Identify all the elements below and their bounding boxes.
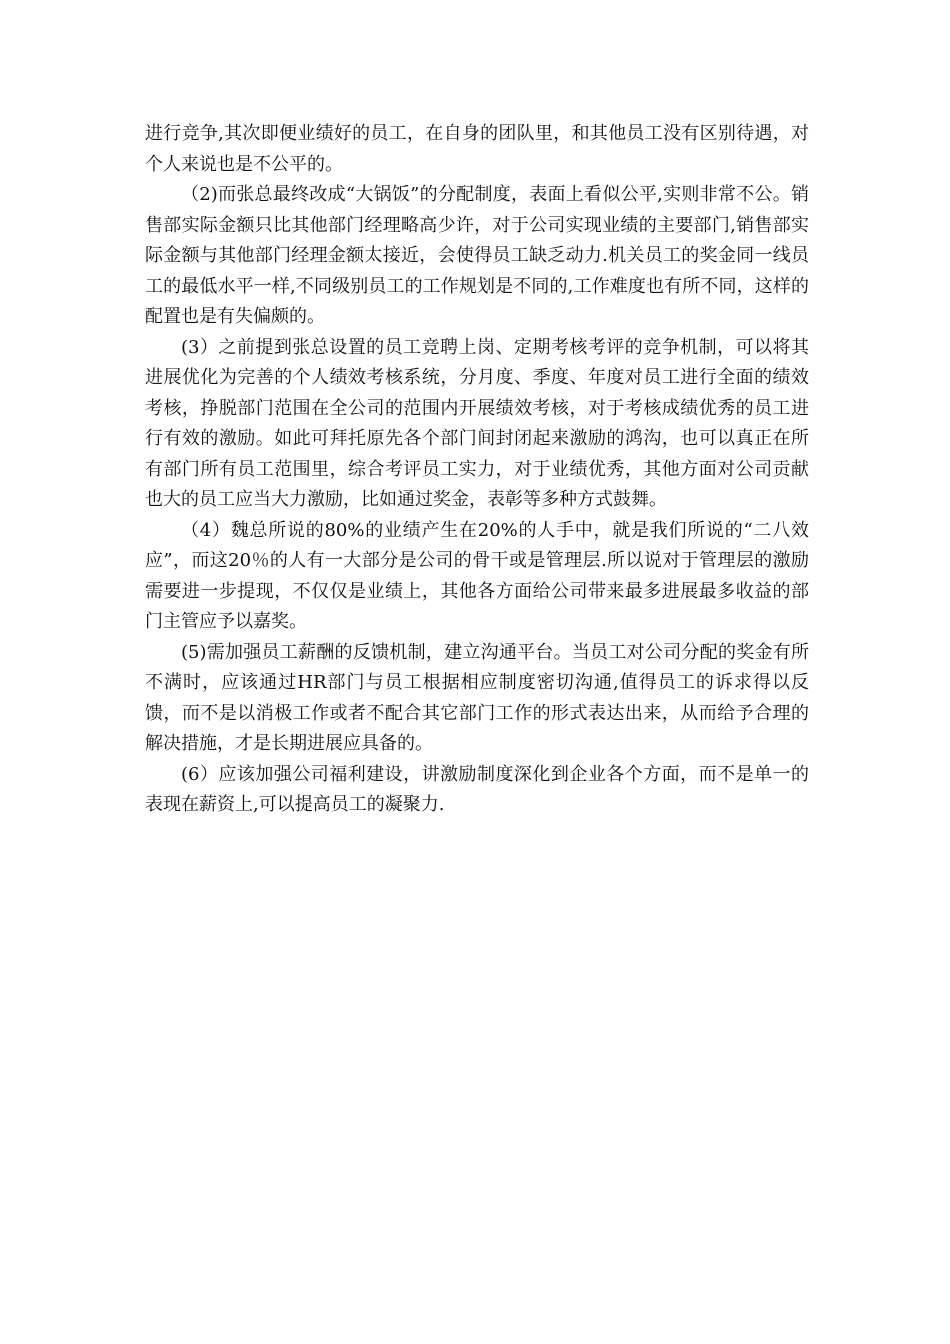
paragraph-point-4: （4）魏总所说的80%的业绩产生在20%的人手中，就是我们所说的“二八效应”，而这20％的人有一大部分是公司的骨干或是管理层.所以说对于管理层的激励需要进一步提现，不仅仅是业绩上，其他各方面给公司带来最多进展最多收益的部门主管应予以嘉奖。 [145, 519, 809, 632]
paragraph-point-3: (3）之前提到张总设置的员工竞聘上岗、定期考核考评的竞争机制，可以将其进展优化为完善的个人绩效考核系统，分月度、季度、年度对员工进行全面的绩效考核，挣脱部门范围在全公司的范围内开展绩效考核，对于考核成绩优秀的员工进行有效的激励。如此可拜托原先各个部门间封闭起来激励的鸿沟，也可以真正在所有部门所有员工范围里，综合考评员工实力，对于业绩优秀，其他方面对公司贡献也大的员工应当大力激励，比如通过奖金，表彰等多种方式鼓舞。 [145, 336, 809, 510]
document-body [145, 119, 809, 821]
paragraph-point-2: （2)而张总最终改成“大锅饭”的分配制度，表面上看似公平,实则非常不公。销售部实际金额只比其他部门经理略高少许，对于公司实现业绩的主要部门,销售部实际金额与其他部门经理金额太接近，会使得员工缺乏动力.机关员工的奖金同一线员工的最低水平一样,不同级别员工的工作规划是不同的,工作难度也有所不同，这样的配置也是有失偏颇的。 [145, 184, 809, 327]
paragraph-point-6: (6）应该加强公司福利建设，讲激励制度深化到企业各个方面，而不是单一的表现在薪资上,可以提高员工的凝聚力. [145, 763, 809, 815]
paragraph-continuation: 进行竞争,其次即便业绩好的员工，在自身的团队里，和其他员工没有区别待遇，对个人来说也是不公平的。 [145, 123, 809, 175]
paragraph-point-5: (5)需加强员工薪酬的反馈机制，建立沟通平台。当员工对公司分配的奖金有所不满时，应该通过HR部门与员工根据相应制度密切沟通,值得员工的诉求得以反馈，而不是以消极工作或者不配合其它部门工作的形式表达出来，从而给予合理的解决措施，才是长期进展应具备的。 [145, 641, 809, 754]
